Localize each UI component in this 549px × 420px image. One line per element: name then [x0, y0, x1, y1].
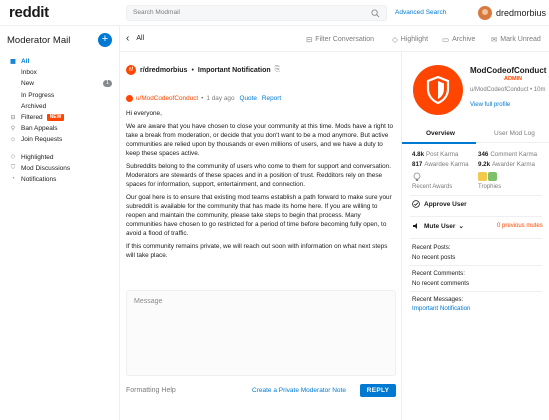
sidebar-item-mod-discussions[interactable] — [0, 163, 120, 174]
chevron-down-icon: ⌄ — [458, 223, 464, 230]
subject-separator: • — [191, 66, 194, 74]
user-avatar — [413, 65, 463, 115]
sidebar-item-label: Ban Appeals — [21, 125, 58, 133]
tab-overview[interactable]: Overview — [426, 130, 455, 137]
recent-posts-value: No recent posts — [412, 254, 456, 261]
comment-karma-label: Comment Karma — [490, 151, 538, 158]
subreddit-name[interactable]: r/dredmorbius — [140, 66, 188, 74]
message-author[interactable]: u/ModCodeofConduct — [136, 95, 199, 102]
sidebar-item-label: In Progress — [21, 91, 55, 99]
check-circle-icon — [412, 200, 420, 208]
user-info-panel — [401, 52, 549, 420]
sidebar-item-label: Mod Discussions — [21, 164, 71, 172]
tag-icon: ◇ — [392, 35, 398, 44]
admin-badge: ADMIN — [504, 76, 523, 82]
mute-icon — [412, 222, 420, 230]
message-paragraph: Hi everyone, — [126, 110, 162, 117]
admin-avatar-icon — [126, 95, 133, 102]
reddit-logo[interactable]: reddit — [9, 4, 49, 21]
sidebar-item-label: Join Requests — [21, 136, 63, 144]
reply-placeholder: Message — [134, 298, 163, 305]
filter-icon: ⊟ — [306, 35, 313, 44]
formatting-help-link[interactable]: Formatting Help — [126, 387, 176, 394]
shield-icon: ⛉ — [10, 165, 16, 172]
profile-name: ModCodeofConduct — [470, 66, 547, 75]
conversation-toolbar — [120, 26, 549, 52]
recent-message-link[interactable]: Important Notification — [412, 305, 471, 312]
message-paragraph: Our goal here is to ensure that existing mod teams establish a path forward to make sure your subreddit is available for the community that has made its home here. If you are willing to reopen and maintain the community, please take steps to begin that process. Many communities have chosen to go restricted for a period of time before becoming fully open, to avoid a flood of traffic. — [126, 194, 392, 237]
sidebar-item-new[interactable] — [0, 78, 120, 89]
sidebar-item-label: Highlighted — [21, 153, 54, 161]
bell-icon: ◔ — [11, 176, 15, 183]
modmail-sidebar — [0, 26, 120, 420]
private-note-link[interactable]: Create a Private Moderator Note — [252, 387, 346, 394]
archive-label: Archive — [452, 36, 476, 43]
folder-icon: ▦ — [10, 58, 16, 65]
user-add-icon: ☺ — [10, 136, 17, 143]
sidebar-item-filtered[interactable] — [0, 112, 120, 123]
filter-conversation-button[interactable] — [306, 35, 374, 44]
awarder-karma — [478, 161, 535, 168]
new-tag-badge: NEW — [47, 114, 65, 121]
search-icon[interactable] — [371, 9, 380, 18]
view-profile-link[interactable]: View full profile — [470, 102, 511, 108]
chevron-left-icon: ‹ — [126, 33, 130, 44]
comment-karma-value: 346 — [478, 151, 489, 158]
recent-messages-label: Recent Messages: — [412, 296, 464, 303]
profile-subtitle: u/ModCodeofConduct • 10m — [470, 87, 546, 93]
divider — [410, 291, 542, 292]
highlight-button[interactable] — [392, 35, 428, 44]
message-body — [126, 109, 396, 264]
awardee-karma-value: 817 — [412, 161, 423, 168]
user-menu[interactable] — [478, 5, 546, 21]
divider — [410, 216, 542, 217]
sidebar-item-in-progress[interactable] — [0, 90, 120, 101]
search-placeholder: Search Modmail — [133, 9, 180, 16]
advanced-search-link[interactable]: Advanced Search — [395, 9, 447, 16]
trophy-icon — [478, 172, 498, 182]
post-karma — [412, 151, 458, 158]
awarder-karma-label: Awarder Karma — [492, 161, 535, 168]
shield-icon — [426, 76, 450, 104]
divider — [410, 238, 542, 239]
sidebar-item-label: All — [21, 58, 30, 66]
quote-link[interactable]: Quote — [239, 95, 257, 102]
reply-textarea[interactable] — [126, 290, 396, 376]
ban-appeal-icon: ⚲ — [10, 125, 16, 132]
mark-unread-label: Mark Unread — [500, 36, 541, 43]
recent-comments-label: Recent Comments: — [412, 270, 465, 277]
mark-unread-button[interactable] — [491, 35, 541, 44]
sidebar-nav — [0, 56, 120, 185]
message-thread — [120, 52, 401, 284]
sidebar-item-inbox[interactable] — [0, 67, 120, 78]
archive-icon: ▭ — [442, 35, 450, 44]
message-paragraph: If this community remains private, we will reach out soon with information on what next steps will take place. — [126, 243, 388, 259]
compose-button[interactable]: + — [98, 33, 112, 47]
post-karma-label: Post Karma — [426, 151, 459, 158]
conversation-subject — [126, 65, 280, 75]
approve-user-button[interactable] — [412, 200, 467, 208]
recent-awards-label: Recent Awards — [412, 184, 453, 190]
sidebar-item-notifications[interactable] — [0, 174, 120, 185]
sidebar-item-label: Inbox — [21, 69, 37, 77]
message-paragraph: We are aware that you have chosen to close your community at this time. Mods have a right to take a break from moderation, or decide that you don't want to be a mod anymore. But active communities are relied upon by thousands or even millions of users, and we have a duty to keep these spaces active. — [126, 123, 393, 157]
recent-comments-value: No recent comments — [412, 280, 470, 287]
envelope-icon: ✉ — [491, 35, 498, 44]
subreddit-icon: r/ — [126, 65, 136, 75]
sidebar-item-label: Archived — [21, 102, 47, 110]
tag-icon: ◇ — [10, 154, 16, 161]
sidebar-item-ban-appeals[interactable] — [0, 123, 120, 134]
meta-separator: • — [201, 95, 204, 102]
reply-button[interactable]: REPLY — [360, 384, 396, 397]
lightbulb-icon — [412, 172, 422, 182]
divider — [410, 265, 542, 266]
filter-icon: ⊟ — [10, 114, 16, 121]
trophies-label: Trophies — [478, 184, 502, 190]
sidebar-item-label: New — [21, 80, 35, 88]
back-button[interactable] — [126, 33, 144, 44]
trophies — [478, 172, 501, 190]
mute-user-label: Mute User — [424, 222, 456, 230]
awardee-karma-label: Awardee Karma — [424, 161, 469, 168]
profile-tabs — [402, 127, 549, 143]
sidebar-item-join-requests[interactable] — [0, 134, 120, 145]
subject-title: Important Notification — [197, 66, 271, 74]
report-link[interactable]: Report — [261, 95, 282, 102]
comment-karma — [478, 151, 537, 158]
mute-user-button[interactable] — [412, 222, 464, 230]
back-label: All — [136, 35, 145, 42]
highlight-label: Highlight — [400, 36, 429, 43]
new-count-badge: 1 — [103, 80, 112, 87]
message-time: 1 day ago — [206, 95, 235, 102]
sidebar-item-highlighted[interactable] — [0, 152, 120, 163]
filter-conversation-label: Filter Conversation — [315, 36, 375, 43]
message-meta — [126, 95, 281, 102]
sidebar-item-label: Notifications — [21, 175, 57, 183]
archive-button[interactable] — [442, 35, 475, 44]
sidebar-item-label: Filtered — [21, 114, 43, 122]
top-bar — [0, 0, 549, 26]
link-icon[interactable]: ⎘ — [274, 66, 281, 73]
recent-awards — [412, 172, 452, 190]
sidebar-title: Moderator Mail — [7, 35, 71, 46]
awarder-karma-value: 9.2k — [478, 161, 491, 168]
username: dredmorbius — [496, 8, 547, 18]
avatar — [478, 6, 492, 20]
message-paragraph: Subreddits belong to the community of users who come to them for support and conversation. Moderators are stewards of these spaces and in a position of trust. Redditors rely on these spaces for information, support, entertainment, and connection. — [126, 163, 391, 188]
approve-user-label: Approve User — [424, 200, 467, 208]
active-tab-indicator — [402, 142, 476, 144]
search-input[interactable] — [126, 5, 387, 21]
sidebar-item-archived[interactable] — [0, 101, 120, 112]
post-karma-value: 4.8k — [412, 151, 425, 158]
divider — [410, 195, 542, 196]
previous-mutes[interactable]: 0 previous mutes — [497, 223, 543, 229]
tab-user-mod-log[interactable]: User Mod Log — [494, 130, 535, 137]
sidebar-item-all[interactable] — [0, 56, 120, 67]
awardee-karma — [412, 161, 469, 168]
recent-posts-label: Recent Posts: — [412, 244, 451, 251]
